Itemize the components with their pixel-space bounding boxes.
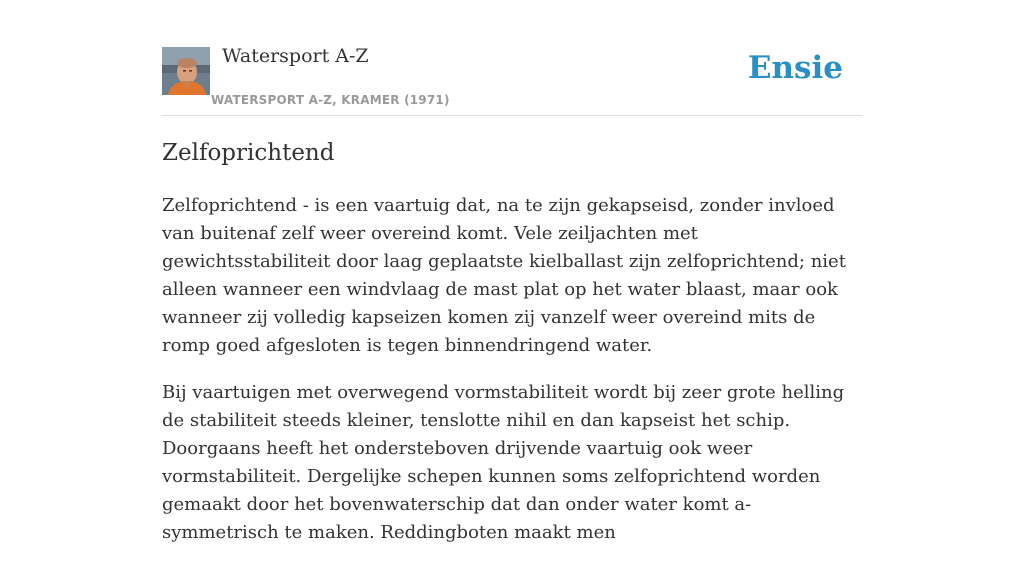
brand-logo[interactable]: Ensie [747, 50, 843, 86]
dictionary-title[interactable]: Watersport A-Z [222, 45, 369, 67]
entry-title: Zelfoprichtend [162, 140, 335, 166]
entry-body [162, 192, 864, 566]
avatar-photo [162, 47, 210, 95]
entry-paragraph: Bij vaartuigen met overwegend vormstabiliteit wordt bij zeer grote helling de stabiliteit steeds kleiner, tenslotte nihil en dan kapseist het schip. Doorgaans heeft het ondersteboven drijvende vaartuig ook weer vormstabiliteit. Dergelijke schepen kunnen soms zelfoprichtend worden gemaakt door het bovenwaterschip dat dan onder water komt a-symmetrisch te maken. Reddingboten maakt men [162, 382, 845, 543]
dictionary-source[interactable]: WATERSPORT A-Z, KRAMER (1971) [211, 93, 450, 107]
entry-paragraph: Zelfoprichtend - is een vaartuig dat, na te zijn gekapseisd, zonder invloed van buitenaf zelf weer overeind komt. Vele zeiljachten met gewichtsstabiliteit door laag geplaatste kielballast zijn zelfoprichtend; niet alleen wanneer een windvlaag de mast plat op het water blaast, maar ook wanneer zij volledig kapseizen komen zij vanzelf weer overeind mits de romp goed afgesloten is tegen binnendringend water. [162, 195, 846, 356]
author-avatar[interactable] [162, 47, 210, 95]
header-divider [162, 115, 862, 116]
